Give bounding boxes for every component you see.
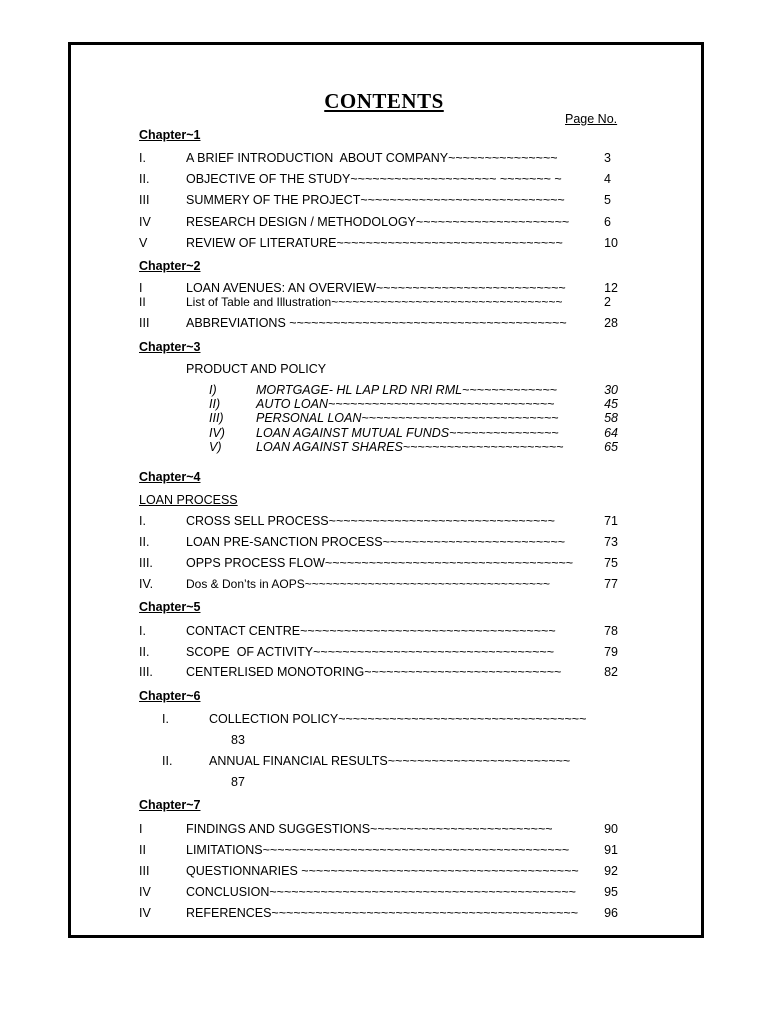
entry-page: 78	[604, 624, 618, 638]
chapter-3-heading: Chapter~3	[139, 340, 201, 354]
entry-title: MORTGAGE- HL LAP LRD NRI RML~~~~~~~~~~~~~	[256, 383, 557, 397]
entry-title: LOAN AVENUES: AN OVERVIEW~~~~~~~~~~~~~~~~~~~~~~~~~~	[186, 281, 566, 295]
entry-number: I.	[139, 514, 146, 528]
entry-page: 10	[604, 236, 618, 250]
entry-title: LOAN AGAINST SHARES~~~~~~~~~~~~~~~~~~~~~~	[256, 440, 564, 454]
entry-number: IV	[139, 885, 151, 899]
entry-number: IV	[139, 215, 151, 229]
entry-page: 28	[604, 316, 618, 330]
entry-number: II)	[209, 397, 221, 411]
entry-page: 96	[604, 906, 618, 920]
entry-number: IV	[139, 906, 151, 920]
entry-page: 45	[604, 397, 618, 411]
entry-page: 83	[231, 733, 245, 747]
entry-title: CENTERLISED MONOTORING~~~~~~~~~~~~~~~~~~~~~~~~~~~	[186, 665, 562, 679]
entry-number: I	[139, 281, 143, 295]
entry-page: 77	[604, 577, 618, 591]
entry-page: 87	[231, 775, 245, 789]
entry-page: 6	[604, 215, 611, 229]
entry-number: I	[139, 822, 143, 836]
entry-title: AUTO LOAN~~~~~~~~~~~~~~~~~~~~~~~~~~~~~~~	[256, 397, 555, 411]
entry-number: I.	[139, 151, 146, 165]
entry-title: SUMMERY OF THE PROJECT~~~~~~~~~~~~~~~~~~~~~~~~~~~~	[186, 193, 565, 207]
entry-page: 65	[604, 440, 618, 454]
entry-number: I.	[162, 712, 169, 726]
entry-page: 73	[604, 535, 618, 549]
entry-number: I)	[209, 383, 217, 397]
entry-title: CONCLUSION~~~~~~~~~~~~~~~~~~~~~~~~~~~~~~~~~~~~~~~~~~	[186, 885, 576, 899]
entry-number: III.	[139, 556, 153, 570]
entry-number: IV.	[139, 577, 154, 591]
entry-title: RESEARCH DESIGN / METHODOLOGY~~~~~~~~~~~~~~~~~~~~~	[186, 215, 570, 229]
entry-page: 5	[604, 193, 611, 207]
entry-number: V)	[209, 440, 222, 454]
entry-number: II.	[139, 645, 150, 659]
entry-page: 58	[604, 411, 618, 425]
entry-number: V	[139, 236, 148, 250]
chapter-5-heading: Chapter~5	[139, 600, 201, 614]
entry-number: II.	[162, 754, 173, 768]
entry-page: 30	[604, 383, 618, 397]
entry-title: REFERENCES~~~~~~~~~~~~~~~~~~~~~~~~~~~~~~~~~~~~~~~~~~	[186, 906, 579, 920]
entry-title: CONTACT CENTRE~~~~~~~~~~~~~~~~~~~~~~~~~~~~~~~~~~~	[186, 624, 556, 638]
entry-title: A BRIEF INTRODUCTION ABOUT COMPANY~~~~~~~~~~~~~~~	[186, 151, 558, 165]
chapter-3-subheading: PRODUCT AND POLICY	[186, 362, 327, 376]
entry-number: II	[139, 295, 146, 309]
entry-page: 12	[604, 281, 618, 295]
entry-page: 71	[604, 514, 618, 528]
entry-title: List of Table and Illustration~~~~~~~~~~~~~~~~~~~~~~~~~~~~~~~~~	[186, 295, 563, 309]
entry-page: 3	[604, 151, 611, 165]
entry-title: ANNUAL FINANCIAL RESULTS~~~~~~~~~~~~~~~~~~~~~~~~~	[209, 754, 571, 768]
page-title: CONTENTS	[324, 89, 444, 113]
entry-number: III)	[209, 411, 224, 425]
entry-number: IV)	[209, 426, 225, 440]
entry-number: III	[139, 864, 150, 878]
chapter-1-heading: Chapter~1	[139, 128, 201, 142]
entry-page: 2	[604, 295, 611, 309]
entry-page: 64	[604, 426, 618, 440]
entry-number: I.	[139, 624, 146, 638]
entry-page: 92	[604, 864, 618, 878]
entry-page: 90	[604, 822, 618, 836]
entry-title: OBJECTIVE OF THE STUDY~~~~~~~~~~~~~~~~~~~~ ~~~~~~~ ~	[186, 172, 562, 186]
entry-number: III.	[139, 665, 153, 679]
page-no-label: Page No.	[565, 112, 618, 126]
entry-title: ABBREVIATIONS ~~~~~~~~~~~~~~~~~~~~~~~~~~~~~~~~~~~~~~	[186, 316, 567, 330]
entry-title: SCOPE OF ACTIVITY~~~~~~~~~~~~~~~~~~~~~~~~~~~~~~~~~	[186, 645, 554, 659]
entry-page: 91	[604, 843, 618, 857]
chapter-6-heading: Chapter~6	[139, 689, 201, 703]
chapter-4-heading: Chapter~4	[139, 470, 201, 484]
entry-title: COLLECTION POLICY~~~~~~~~~~~~~~~~~~~~~~~~~~~~~~~~~~	[209, 712, 587, 726]
entry-page: 82	[604, 665, 618, 679]
chapter-2-heading: Chapter~2	[139, 259, 201, 273]
chapter-7-heading: Chapter~7	[139, 798, 201, 812]
entry-title: CROSS SELL PROCESS~~~~~~~~~~~~~~~~~~~~~~~~~~~~~~~	[186, 514, 555, 528]
entry-number: III	[139, 316, 150, 330]
entry-page: 95	[604, 885, 618, 899]
entry-page: 75	[604, 556, 618, 570]
entry-number: II	[139, 843, 146, 857]
entry-page: 79	[604, 645, 618, 659]
entry-title: LOAN AGAINST MUTUAL FUNDS~~~~~~~~~~~~~~~	[256, 426, 559, 440]
entry-title: OPPS PROCESS FLOW~~~~~~~~~~~~~~~~~~~~~~~~~~~~~~~~~~	[186, 556, 574, 570]
entry-number: II.	[139, 172, 150, 186]
entry-title: PERSONAL LOAN~~~~~~~~~~~~~~~~~~~~~~~~~~~	[256, 411, 559, 425]
chapter-4-subheading: LOAN PROCESS	[139, 493, 238, 507]
entry-title: FINDINGS AND SUGGESTIONS~~~~~~~~~~~~~~~~~~~~~~~~~	[186, 822, 553, 836]
entry-number: III	[139, 193, 150, 207]
entry-title: LIMITATIONS~~~~~~~~~~~~~~~~~~~~~~~~~~~~~~~~~~~~~~~~~~	[186, 843, 570, 857]
entry-title: Dos & Don’ts in AOPS~~~~~~~~~~~~~~~~~~~~~~~~~~~~~~~~~~~	[186, 577, 550, 591]
entry-page: 4	[604, 172, 611, 186]
entry-number: II.	[139, 535, 150, 549]
entry-title: LOAN PRE-SANCTION PROCESS~~~~~~~~~~~~~~~~~~~~~~~~~	[186, 535, 566, 549]
entry-title: QUESTIONNARIES ~~~~~~~~~~~~~~~~~~~~~~~~~~~~~~~~~~~~~~	[186, 864, 579, 878]
entry-title: REVIEW OF LITERATURE~~~~~~~~~~~~~~~~~~~~~~~~~~~~~~~	[186, 236, 563, 250]
